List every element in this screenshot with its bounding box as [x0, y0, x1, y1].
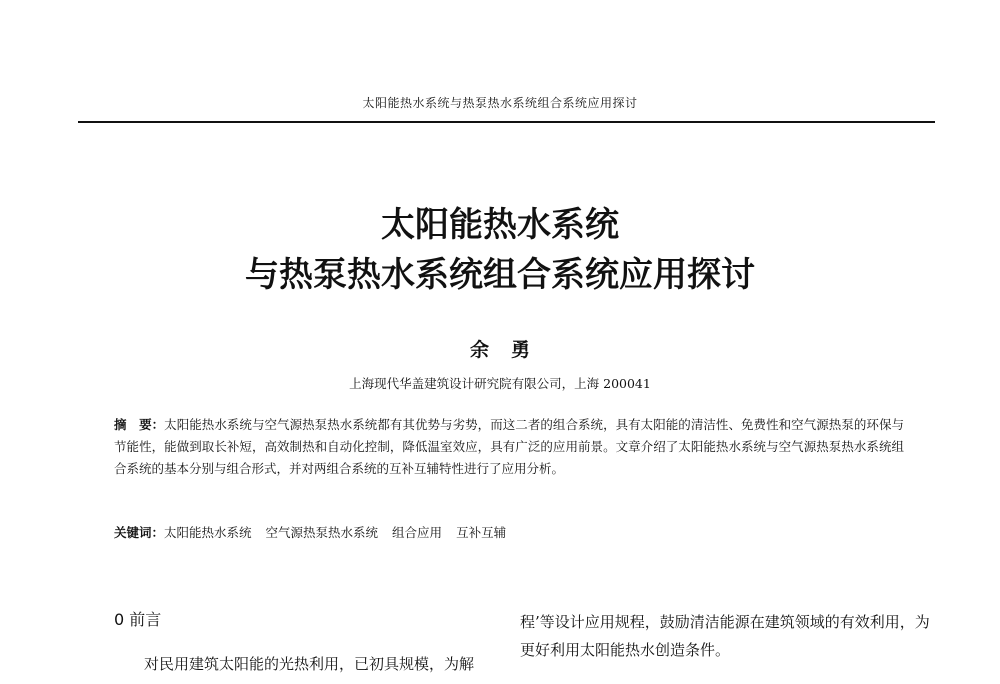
title-line-1: 太阳能热水系统	[381, 205, 619, 245]
body-paragraph: 对民用建筑太阳能的光热利用，已初具规模，为解	[144, 655, 475, 673]
author-affiliation: 上海现代华盖建筑设计研究院有限公司，上海 200041	[349, 376, 651, 391]
abstract-text: 太阳能热水系统与空气源热泵热水系统都有其优势与劣势，而这二者的组合系统，具有太阳能的清洁性、免费性和空气源热泵的环保与节能性，能做到取长补短，高效制热和自动化控制，降低温室效应，具有广泛的应用前景。文章介绍了太阳能热水系统与空气源热泵热水系统组合系统的基本分别与组合形式，并对两组合系统的互补互辅特性进行了应用分析。	[114, 417, 904, 476]
keyword: 太阳能热水系统	[164, 525, 252, 540]
running-header: 太阳能热水系统与热泵热水系统组合系统应用探讨	[362, 96, 638, 110]
keyword: 空气源热泵热水系统	[265, 525, 379, 540]
section-heading: 0 前言	[114, 610, 162, 629]
keywords-label: 关键词：	[114, 525, 165, 540]
body-paragraph-continued: 程’等设计应用规程，鼓励清洁能源在建筑领域的有效利用，为更好利用太阳能热水创造条件。	[520, 613, 930, 659]
keyword: 组合应用	[392, 525, 443, 540]
title-line-2: 与热泵热水系统组合系统应用探讨	[245, 255, 755, 295]
keyword: 互补互辅	[456, 525, 507, 540]
author-name: 余勇	[469, 339, 552, 361]
abstract	[114, 414, 904, 480]
paper-title	[0, 200, 1000, 300]
keywords	[114, 523, 904, 543]
abstract-label: 摘 要：	[114, 417, 165, 432]
left-column	[114, 608, 494, 678]
right-column	[520, 608, 940, 664]
header-rule	[78, 121, 935, 123]
